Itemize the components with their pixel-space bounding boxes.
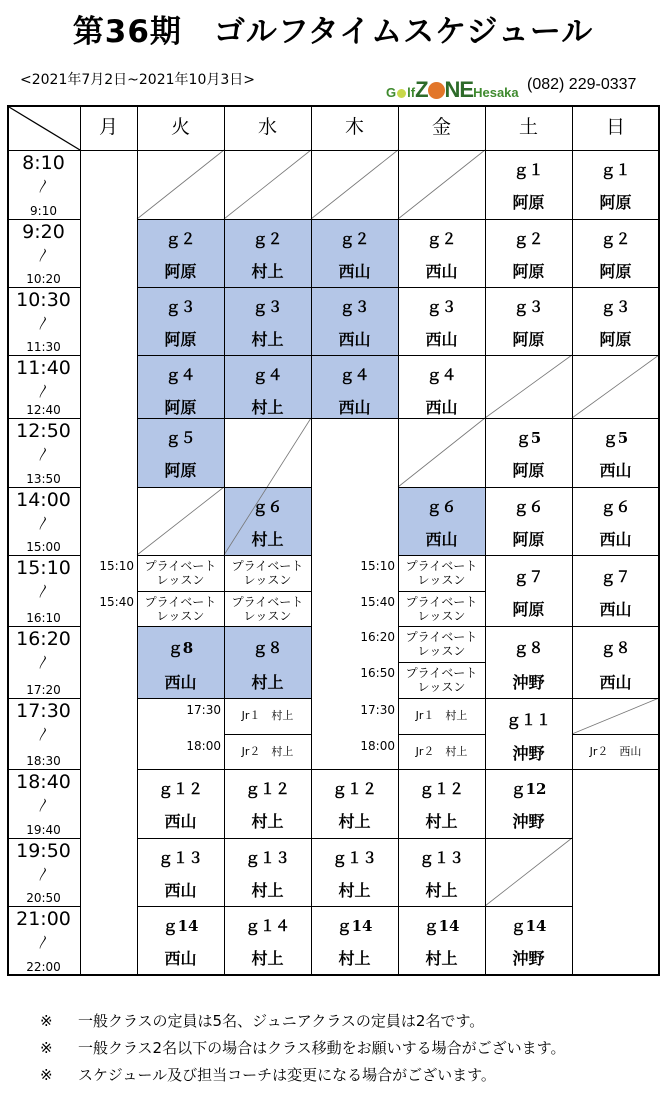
- notes: [40, 1008, 565, 1089]
- class-cell[interactable]: ｇ１ 阿原: [599, 161, 632, 212]
- class-cell[interactable]: ｇ１３ 西山: [157, 849, 203, 900]
- class-cell[interactable]: ｇ３ 西山: [338, 298, 371, 349]
- private-lesson-cell[interactable]: プライベート レッスン: [405, 595, 478, 623]
- private-time-label: 15:40: [360, 595, 395, 609]
- class-cell[interactable]: ｇ２ 村上: [251, 230, 284, 281]
- time-slot: 15:10 〳 16:10: [16, 557, 71, 625]
- note-item: ※ 一般クラスの定員は5名、ジュニアクラスの定員は2名です。: [40, 1012, 485, 1030]
- class-cell[interactable]: ｇ１１ 沖野: [505, 711, 551, 763]
- class-cell[interactable]: ｇ12 沖野: [510, 780, 547, 831]
- time-slot: 16:20 〳 17:20: [16, 628, 71, 697]
- class-cell[interactable]: ｇ5 阿原: [512, 429, 545, 480]
- class-cell[interactable]: ｇ14 西山: [162, 917, 199, 968]
- class-cell[interactable]: ｇ６ 西山: [599, 498, 632, 549]
- class-cell[interactable]: ｇ5 西山: [599, 429, 632, 480]
- class-cell[interactable]: ｇ８ 沖野: [512, 639, 545, 692]
- class-cell[interactable]: ｇ３ 阿原: [599, 298, 632, 349]
- class-cell[interactable]: ｇ４ 西山: [425, 366, 458, 417]
- private-time-label: 15:10: [360, 559, 395, 573]
- time-slot: 9:20 〳 10:20: [22, 221, 65, 286]
- junior-class-cell[interactable]: Jr２ 村上: [241, 745, 294, 758]
- class-cell[interactable]: ｇ14 村上: [423, 917, 460, 968]
- class-cell[interactable]: ｇ７ 西山: [599, 568, 632, 619]
- time-slot: 17:30 〳 18:30: [16, 700, 71, 768]
- phone-number: (082) 229-0337: [527, 76, 637, 93]
- private-time-label: 15:40: [99, 595, 134, 609]
- junior-time-label: 17:30: [360, 703, 395, 717]
- day-header-sun: 日: [605, 116, 625, 138]
- class-cell[interactable]: ｇ５ 阿原: [164, 429, 197, 480]
- day-header-thu: 木: [344, 116, 364, 138]
- page-title: 第36期 ゴルフタイムスケジュール: [72, 14, 594, 50]
- class-cell[interactable]: ｇ１３ 村上: [244, 849, 290, 900]
- time-slot: 8:10 〳 9:10: [22, 152, 65, 218]
- note-item: ※ スケジュール及び担当コーチは変更になる場合がございます。: [40, 1066, 496, 1084]
- class-cell[interactable]: ｇ３ 西山: [425, 298, 458, 349]
- private-time-label: 15:10: [99, 559, 134, 573]
- class-cell[interactable]: ｇ２ 阿原: [164, 230, 197, 281]
- class-cell[interactable]: ｇ３ 阿原: [512, 298, 545, 349]
- class-cell[interactable]: ｇ14 沖野: [510, 917, 547, 968]
- day-header-wed: 水: [257, 116, 277, 138]
- schedule-period: <2021年7月2日~2021年10月3日>: [20, 72, 255, 88]
- day-header-tue: 火: [170, 116, 190, 138]
- time-slot: 11:40 〳 12:40: [16, 357, 71, 417]
- class-cell[interactable]: ｇ１２ 村上: [418, 780, 464, 831]
- golf-zone-hesaka-logo: G lfZ NEHesaka: [386, 77, 519, 102]
- junior-time-label: 18:00: [186, 739, 221, 753]
- class-cell[interactable]: ｇ６ 阿原: [512, 498, 545, 549]
- day-header-fri: 金: [431, 116, 451, 138]
- junior-class-cell[interactable]: Jr２ 西山: [589, 745, 642, 758]
- private-lesson-cell[interactable]: プライベート レッスン: [144, 595, 217, 623]
- class-cell[interactable]: ｇ８ 村上: [251, 639, 284, 692]
- private-time-label: 16:50: [360, 666, 395, 680]
- note-item: ※ 一般クラス2名以下の場合はクラス移動をお願いする場合がございます。: [40, 1039, 566, 1057]
- time-slot: 10:30 〳 11:30: [16, 289, 71, 354]
- junior-time-label: 17:30: [186, 703, 221, 717]
- private-lesson-cell[interactable]: プライベート レッスン: [405, 559, 478, 587]
- class-cell[interactable]: ｇ14 村上: [336, 917, 373, 968]
- time-slot: 19:50 〳 20:50: [16, 840, 71, 905]
- class-cell[interactable]: ｇ２ 西山: [338, 230, 371, 281]
- private-time-label: 16:20: [360, 630, 395, 644]
- class-cell[interactable]: ｇ２ 阿原: [512, 230, 545, 281]
- class-cell[interactable]: ｇ４ 村上: [251, 366, 284, 417]
- private-lesson-cell[interactable]: プライベート レッスン: [231, 559, 304, 587]
- private-lesson-cell[interactable]: プライベート レッスン: [144, 559, 217, 587]
- time-slot: 18:40 〳 19:40: [16, 771, 71, 837]
- time-slot: 12:50 〳 13:50: [16, 420, 71, 486]
- day-header-sat: 土: [518, 116, 538, 138]
- class-cell[interactable]: ｇ２ 西山: [425, 230, 458, 281]
- class-cell[interactable]: ｇ１４ 村上: [244, 917, 290, 968]
- class-cell[interactable]: ｇ８ 西山: [599, 639, 632, 692]
- class-cell[interactable]: ｇ４ 阿原: [164, 366, 197, 417]
- private-lesson-cell[interactable]: プライベート レッスン: [405, 630, 478, 658]
- class-cell[interactable]: ｇ３ 阿原: [164, 298, 197, 349]
- time-slot: 14:00 〳 15:00: [16, 489, 71, 554]
- class-cell[interactable]: ｇ8 西山: [164, 639, 197, 692]
- class-cell[interactable]: ｇ１３ 村上: [418, 849, 464, 900]
- private-lesson-cell[interactable]: プライベート レッスン: [405, 666, 478, 694]
- class-cell[interactable]: ｇ６ 西山: [425, 498, 458, 549]
- junior-class-cell[interactable]: Jr１ 村上: [415, 709, 468, 722]
- class-cell[interactable]: ｇ１ 阿原: [512, 161, 545, 212]
- class-cell[interactable]: ｇ１２ 村上: [244, 780, 290, 831]
- class-cell[interactable]: ｇ３ 村上: [251, 298, 284, 349]
- class-cell[interactable]: ｇ４ 西山: [338, 366, 371, 417]
- class-cell[interactable]: ｇ１２ 村上: [331, 780, 377, 831]
- private-lesson-cell[interactable]: プライベート レッスン: [231, 595, 304, 623]
- junior-time-label: 18:00: [360, 739, 395, 753]
- class-cell[interactable]: ｇ２ 阿原: [599, 230, 632, 281]
- class-cell[interactable]: ｇ７ 阿原: [512, 568, 545, 619]
- class-cell[interactable]: ｇ１３ 村上: [331, 849, 377, 900]
- class-cell[interactable]: ｇ６ 村上: [251, 498, 284, 549]
- time-slot: 21:00 〳 22:00: [16, 908, 71, 974]
- junior-class-cell[interactable]: Jr１ 村上: [241, 709, 294, 722]
- day-header-mon: 月: [98, 116, 118, 138]
- class-cell[interactable]: ｇ１２ 西山: [157, 780, 203, 831]
- junior-class-cell[interactable]: Jr２ 村上: [415, 745, 468, 758]
